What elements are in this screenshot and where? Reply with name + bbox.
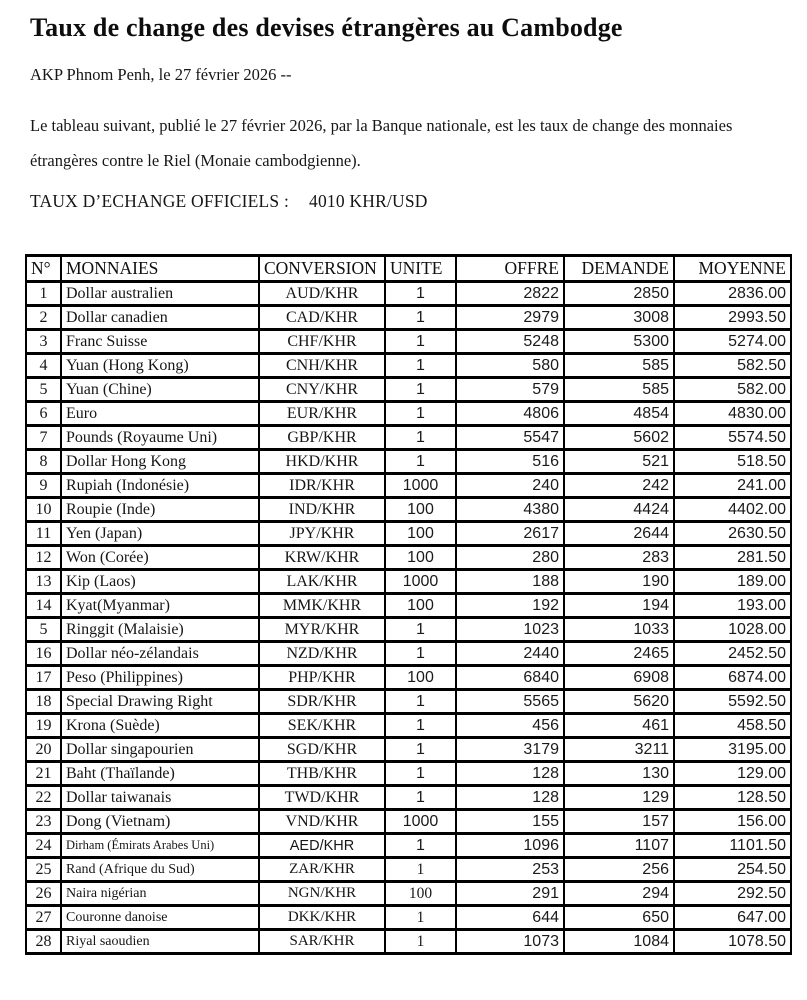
row-number-cell: 22	[26, 786, 61, 810]
conversion-pair-cell: AED/KHR	[259, 834, 385, 858]
demande-value-cell: 521	[564, 450, 674, 474]
demande-value-cell: 190	[564, 570, 674, 594]
table-row	[26, 546, 791, 570]
row-number-cell: 26	[26, 882, 61, 906]
currency-name-cell: Naira nigérian	[61, 882, 259, 906]
unit-cell: 1	[385, 858, 456, 882]
unit-cell: 1	[385, 642, 456, 666]
currency-name-cell: Franc Suisse	[61, 330, 259, 354]
table-row	[26, 306, 791, 330]
currency-name-cell: Krona (Suède)	[61, 714, 259, 738]
moyenne-value-cell: 3195.00	[674, 738, 791, 762]
table-row	[26, 354, 791, 378]
unit-cell: 1	[385, 906, 456, 930]
demande-value-cell: 585	[564, 378, 674, 402]
offre-value-cell: 2979	[456, 306, 564, 330]
offre-value-cell: 5248	[456, 330, 564, 354]
unit-cell: 1	[385, 450, 456, 474]
moyenne-value-cell: 129.00	[674, 762, 791, 786]
unit-cell: 1000	[385, 810, 456, 834]
moyenne-value-cell: 2452.50	[674, 642, 791, 666]
row-number-cell: 27	[26, 906, 61, 930]
moyenne-value-cell: 4830.00	[674, 402, 791, 426]
offre-value-cell: 192	[456, 594, 564, 618]
demande-value-cell: 1033	[564, 618, 674, 642]
currency-name-cell: Pounds (Royaume Uni)	[61, 426, 259, 450]
demande-value-cell: 585	[564, 354, 674, 378]
unit-cell: 100	[385, 666, 456, 690]
table-row	[26, 786, 791, 810]
table-row	[26, 450, 791, 474]
unit-cell: 100	[385, 594, 456, 618]
table-row	[26, 330, 791, 354]
unit-cell: 1	[385, 930, 456, 954]
conversion-pair-cell: CNY/KHR	[259, 378, 385, 402]
conversion-pair-cell: ZAR/KHR	[259, 858, 385, 882]
column-header-unite: UNITE	[385, 256, 456, 282]
row-number-cell: 19	[26, 714, 61, 738]
moyenne-value-cell: 5574.50	[674, 426, 791, 450]
demande-value-cell: 4424	[564, 498, 674, 522]
currency-name-cell: Special Drawing Right	[61, 690, 259, 714]
offre-value-cell: 4380	[456, 498, 564, 522]
offre-value-cell: 128	[456, 762, 564, 786]
currency-name-cell: Kyat(Myanmar)	[61, 594, 259, 618]
row-number-cell: 9	[26, 474, 61, 498]
unit-cell: 1	[385, 378, 456, 402]
offre-value-cell: 128	[456, 786, 564, 810]
unit-cell: 1	[385, 762, 456, 786]
currency-name-cell: Couronne danoise	[61, 906, 259, 930]
currency-name-cell: Yuan (Hong Kong)	[61, 354, 259, 378]
moyenne-value-cell: 4402.00	[674, 498, 791, 522]
row-number-cell: 28	[26, 930, 61, 954]
offre-value-cell: 644	[456, 906, 564, 930]
conversion-pair-cell: THB/KHR	[259, 762, 385, 786]
offre-value-cell: 280	[456, 546, 564, 570]
currency-name-cell: Baht (Thaïlande)	[61, 762, 259, 786]
currency-name-cell: Euro	[61, 402, 259, 426]
table-row	[26, 858, 791, 882]
unit-cell: 1	[385, 618, 456, 642]
moyenne-value-cell: 193.00	[674, 594, 791, 618]
unit-cell: 1	[385, 714, 456, 738]
row-number-cell: 18	[26, 690, 61, 714]
unit-cell: 1	[385, 834, 456, 858]
demande-value-cell: 5602	[564, 426, 674, 450]
conversion-pair-cell: GBP/KHR	[259, 426, 385, 450]
offre-value-cell: 2440	[456, 642, 564, 666]
currency-name-cell: Riyal saoudien	[61, 930, 259, 954]
moyenne-value-cell: 582.50	[674, 354, 791, 378]
offre-value-cell: 5565	[456, 690, 564, 714]
conversion-pair-cell: SGD/KHR	[259, 738, 385, 762]
moyenne-value-cell: 1078.50	[674, 930, 791, 954]
column-header-moyenne: MOYENNE	[674, 256, 791, 282]
conversion-pair-cell: PHP/KHR	[259, 666, 385, 690]
currency-name-cell: Dollar néo-zélandais	[61, 642, 259, 666]
table-row	[26, 618, 791, 642]
page-title: Taux de change des devises étrangères au Cambodge	[30, 13, 623, 42]
demande-value-cell: 3008	[564, 306, 674, 330]
offre-value-cell: 2822	[456, 282, 564, 306]
column-header-offre: OFFRE	[456, 256, 564, 282]
offre-value-cell: 1023	[456, 618, 564, 642]
demande-value-cell: 194	[564, 594, 674, 618]
row-number-cell: 11	[26, 522, 61, 546]
conversion-pair-cell: EUR/KHR	[259, 402, 385, 426]
unit-cell: 1	[385, 330, 456, 354]
currency-name-cell: Rupiah (Indonésie)	[61, 474, 259, 498]
moyenne-value-cell: 2836.00	[674, 282, 791, 306]
row-number-cell: 14	[26, 594, 61, 618]
currency-name-cell: Dollar taiwanais	[61, 786, 259, 810]
table-row	[26, 882, 791, 906]
demande-value-cell: 1084	[564, 930, 674, 954]
conversion-pair-cell: SDR/KHR	[259, 690, 385, 714]
moyenne-value-cell: 241.00	[674, 474, 791, 498]
table-row	[26, 498, 791, 522]
column-header-no: N°	[26, 256, 61, 282]
moyenne-value-cell: 2630.50	[674, 522, 791, 546]
conversion-pair-cell: MMK/KHR	[259, 594, 385, 618]
offre-value-cell: 5547	[456, 426, 564, 450]
conversion-pair-cell: NZD/KHR	[259, 642, 385, 666]
offre-value-cell: 1073	[456, 930, 564, 954]
row-number-cell: 4	[26, 354, 61, 378]
demande-value-cell: 294	[564, 882, 674, 906]
demande-value-cell: 256	[564, 858, 674, 882]
conversion-pair-cell: LAK/KHR	[259, 570, 385, 594]
moyenne-value-cell: 189.00	[674, 570, 791, 594]
moyenne-value-cell: 292.50	[674, 882, 791, 906]
unit-cell: 1	[385, 786, 456, 810]
demande-value-cell: 157	[564, 810, 674, 834]
table-row	[26, 666, 791, 690]
row-number-cell: 5	[26, 618, 61, 642]
offre-value-cell: 253	[456, 858, 564, 882]
row-number-cell: 24	[26, 834, 61, 858]
table-row	[26, 570, 791, 594]
row-number-cell: 25	[26, 858, 61, 882]
unit-cell: 1	[385, 354, 456, 378]
offre-value-cell: 3179	[456, 738, 564, 762]
currency-name-cell: Won (Corée)	[61, 546, 259, 570]
table-row	[26, 810, 791, 834]
moyenne-value-cell: 156.00	[674, 810, 791, 834]
row-number-cell: 8	[26, 450, 61, 474]
unit-cell: 1000	[385, 570, 456, 594]
unit-cell: 1	[385, 690, 456, 714]
table-row	[26, 906, 791, 930]
currency-name-cell: Dong (Vietnam)	[61, 810, 259, 834]
demande-value-cell: 1107	[564, 834, 674, 858]
currency-name-cell: Rand (Afrique du Sud)	[61, 858, 259, 882]
demande-value-cell: 3211	[564, 738, 674, 762]
moyenne-value-cell: 5592.50	[674, 690, 791, 714]
moyenne-value-cell: 6874.00	[674, 666, 791, 690]
conversion-pair-cell: NGN/KHR	[259, 882, 385, 906]
demande-value-cell: 129	[564, 786, 674, 810]
moyenne-value-cell: 281.50	[674, 546, 791, 570]
moyenne-value-cell: 254.50	[674, 858, 791, 882]
offre-value-cell: 456	[456, 714, 564, 738]
moyenne-value-cell: 1101.50	[674, 834, 791, 858]
conversion-pair-cell: AUD/KHR	[259, 282, 385, 306]
conversion-pair-cell: CNH/KHR	[259, 354, 385, 378]
unit-cell: 1	[385, 402, 456, 426]
demande-value-cell: 4854	[564, 402, 674, 426]
intro-paragraph: Le tableau suivant, publié le 27 février 2026, par la Banque nationale, est les taux de change des monnaies étrangères contre le Riel (Monaie cambodgienne).	[30, 116, 733, 170]
row-number-cell: 20	[26, 738, 61, 762]
official-rate-value: 4010 KHR/USD	[309, 191, 428, 211]
column-header-demande: DEMANDE	[564, 256, 674, 282]
offre-value-cell: 4806	[456, 402, 564, 426]
moyenne-value-cell: 2993.50	[674, 306, 791, 330]
currency-name-cell: Ringgit (Malaisie)	[61, 618, 259, 642]
conversion-pair-cell: SEK/KHR	[259, 714, 385, 738]
offre-value-cell: 6840	[456, 666, 564, 690]
table-row	[26, 282, 791, 306]
column-header-monnaies: MONNAIES	[61, 256, 259, 282]
moyenne-value-cell: 5274.00	[674, 330, 791, 354]
currency-name-cell: Dirham (Émirats Arabes Uni)	[61, 834, 259, 858]
offre-value-cell: 1096	[456, 834, 564, 858]
demande-value-cell: 6908	[564, 666, 674, 690]
demande-value-cell: 283	[564, 546, 674, 570]
row-number-cell: 16	[26, 642, 61, 666]
currency-name-cell: Dollar australien	[61, 282, 259, 306]
moyenne-value-cell: 1028.00	[674, 618, 791, 642]
moyenne-value-cell: 647.00	[674, 906, 791, 930]
table-row	[26, 714, 791, 738]
offre-value-cell: 2617	[456, 522, 564, 546]
conversion-pair-cell: CAD/KHR	[259, 306, 385, 330]
table-row	[26, 930, 791, 954]
demande-value-cell: 2644	[564, 522, 674, 546]
currency-name-cell: Kip (Laos)	[61, 570, 259, 594]
offre-value-cell: 188	[456, 570, 564, 594]
unit-cell: 1	[385, 306, 456, 330]
row-number-cell: 13	[26, 570, 61, 594]
moyenne-value-cell: 458.50	[674, 714, 791, 738]
demande-value-cell: 130	[564, 762, 674, 786]
offre-value-cell: 580	[456, 354, 564, 378]
row-number-cell: 10	[26, 498, 61, 522]
table-row	[26, 738, 791, 762]
table-row	[26, 762, 791, 786]
table-header-row	[26, 256, 791, 282]
table-row	[26, 690, 791, 714]
currency-name-cell: Dollar Hong Kong	[61, 450, 259, 474]
conversion-pair-cell: DKK/KHR	[259, 906, 385, 930]
currency-name-cell: Roupie (Inde)	[61, 498, 259, 522]
unit-cell: 1000	[385, 474, 456, 498]
table-row	[26, 642, 791, 666]
unit-cell: 100	[385, 546, 456, 570]
offre-value-cell: 516	[456, 450, 564, 474]
official-rate-label: TAUX D’ECHANGE OFFICIELS :	[30, 191, 290, 211]
table-row	[26, 522, 791, 546]
row-number-cell: 17	[26, 666, 61, 690]
unit-cell: 100	[385, 882, 456, 906]
row-number-cell: 1	[26, 282, 61, 306]
dateline: AKP Phnom Penh, le 27 février 2026 --	[30, 65, 292, 84]
conversion-pair-cell: IND/KHR	[259, 498, 385, 522]
offre-value-cell: 579	[456, 378, 564, 402]
row-number-cell: 12	[26, 546, 61, 570]
table-body	[26, 282, 791, 954]
table-row	[26, 474, 791, 498]
table-row	[26, 402, 791, 426]
moyenne-value-cell: 128.50	[674, 786, 791, 810]
conversion-pair-cell: JPY/KHR	[259, 522, 385, 546]
column-header-conversion: CONVERSION	[259, 256, 385, 282]
offre-value-cell: 155	[456, 810, 564, 834]
demande-value-cell: 2465	[564, 642, 674, 666]
exchange-rates-table	[25, 254, 792, 955]
conversion-pair-cell: SAR/KHR	[259, 930, 385, 954]
moyenne-value-cell: 582.00	[674, 378, 791, 402]
demande-value-cell: 650	[564, 906, 674, 930]
currency-name-cell: Yuan (Chine)	[61, 378, 259, 402]
row-number-cell: 23	[26, 810, 61, 834]
unit-cell: 100	[385, 498, 456, 522]
currency-name-cell: Dollar canadien	[61, 306, 259, 330]
demande-value-cell: 5620	[564, 690, 674, 714]
conversion-pair-cell: MYR/KHR	[259, 618, 385, 642]
demande-value-cell: 2850	[564, 282, 674, 306]
unit-cell: 100	[385, 522, 456, 546]
conversion-pair-cell: IDR/KHR	[259, 474, 385, 498]
currency-name-cell: Dollar singapourien	[61, 738, 259, 762]
currency-name-cell: Peso (Philippines)	[61, 666, 259, 690]
unit-cell: 1	[385, 426, 456, 450]
conversion-pair-cell: KRW/KHR	[259, 546, 385, 570]
row-number-cell: 3	[26, 330, 61, 354]
table-row	[26, 426, 791, 450]
demande-value-cell: 5300	[564, 330, 674, 354]
conversion-pair-cell: HKD/KHR	[259, 450, 385, 474]
row-number-cell: 2	[26, 306, 61, 330]
conversion-pair-cell: TWD/KHR	[259, 786, 385, 810]
row-number-cell: 6	[26, 402, 61, 426]
conversion-pair-cell: VND/KHR	[259, 810, 385, 834]
demande-value-cell: 242	[564, 474, 674, 498]
moyenne-value-cell: 518.50	[674, 450, 791, 474]
row-number-cell: 21	[26, 762, 61, 786]
table-row	[26, 378, 791, 402]
table-row	[26, 834, 791, 858]
offre-value-cell: 291	[456, 882, 564, 906]
conversion-pair-cell: CHF/KHR	[259, 330, 385, 354]
official-rate-line	[30, 190, 790, 212]
table-row	[26, 594, 791, 618]
offre-value-cell: 240	[456, 474, 564, 498]
row-number-cell: 5	[26, 378, 61, 402]
demande-value-cell: 461	[564, 714, 674, 738]
row-number-cell: 7	[26, 426, 61, 450]
currency-name-cell: Yen (Japan)	[61, 522, 259, 546]
unit-cell: 1	[385, 282, 456, 306]
unit-cell: 1	[385, 738, 456, 762]
